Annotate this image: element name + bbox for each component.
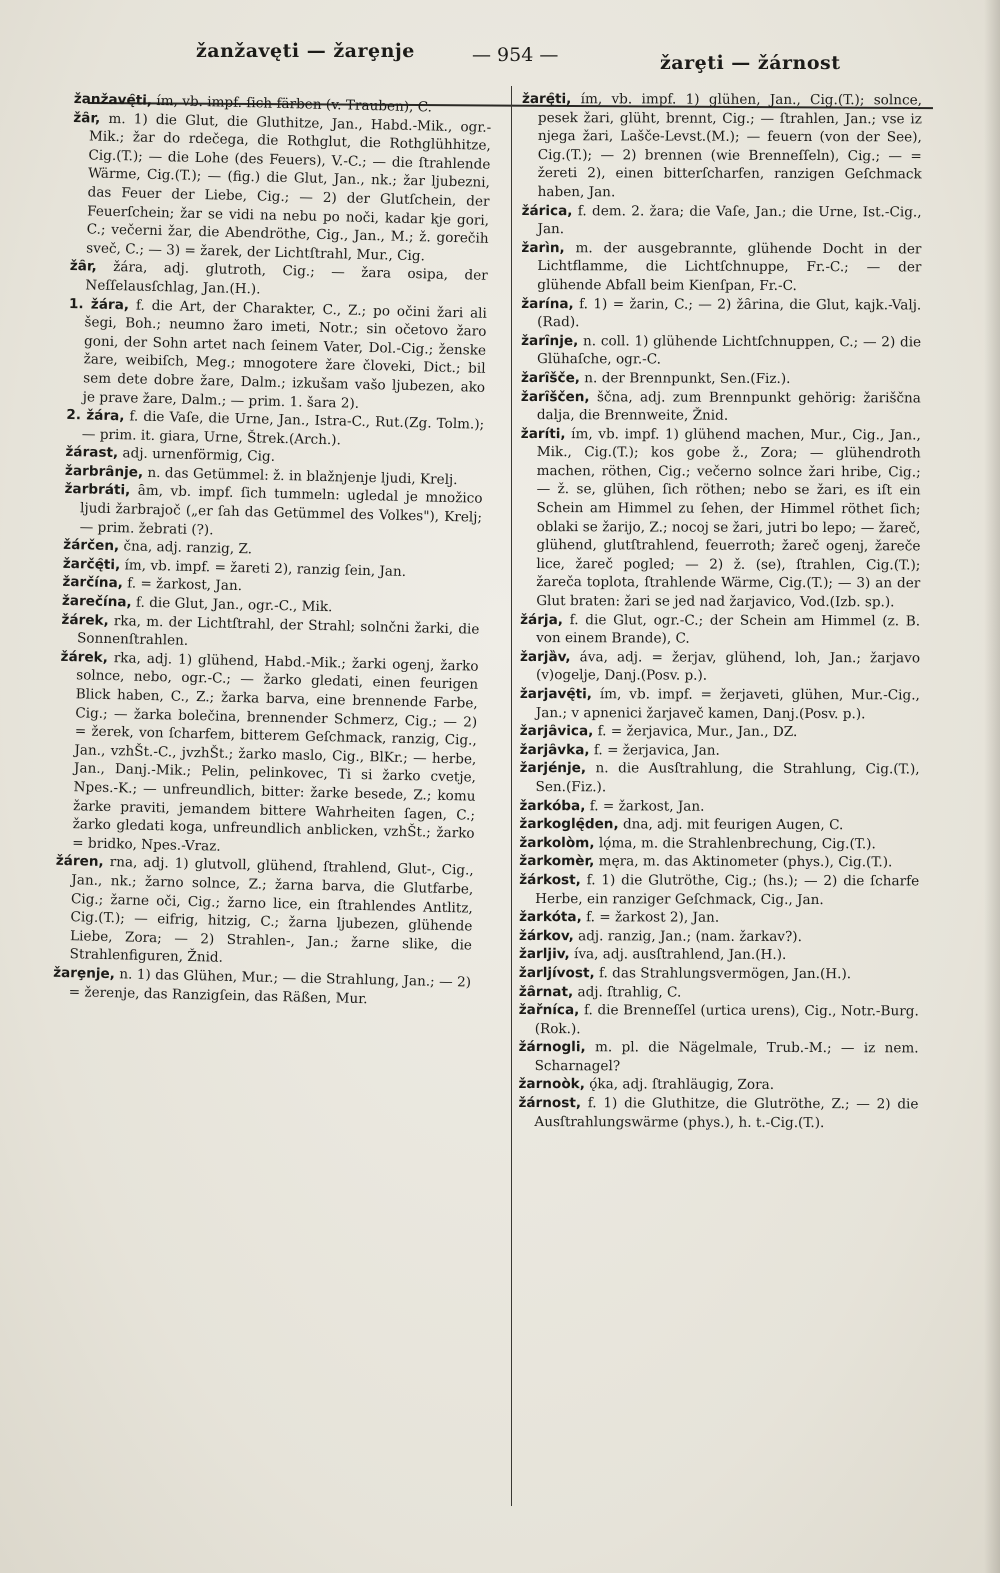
entry-headword: žarę̑ti, bbox=[521, 90, 572, 108]
entry-definition: áva, adj. = žerjav, glühend, loh, Jan.; žarjavo (v)ogelje, Danj.(Posv. p.). bbox=[535, 649, 921, 685]
dictionary-entry bbox=[520, 425, 921, 612]
dictionary-entry bbox=[521, 202, 921, 241]
entry-definition: ím, vb. impf. = žerjaveti, glühen, Mur.-Cig., Jan.; v apnenici žarjaveč kamen, Danj.(Posv. p.). bbox=[535, 686, 920, 722]
right-column bbox=[518, 90, 922, 1133]
entry-definition: męra, m. das Aktinometer (phys.), Cig.(T.). bbox=[598, 853, 893, 871]
dictionary-entry bbox=[518, 1075, 918, 1095]
entry-definition: f. 1) die Glutröthe, Cig.; (hs.); — 2) die ſcharfe Herbe, ein ranziger Geſchmack, Cig., Jan. bbox=[535, 872, 920, 908]
entry-headword: žarȩnje, bbox=[53, 964, 116, 983]
dictionary-entry bbox=[520, 685, 920, 724]
entry-headword: žařníca, bbox=[518, 1002, 580, 1019]
entry-headword: žárkost, bbox=[519, 871, 581, 889]
entry-definition: m. der ausgebrannte, glühende Docht in der Lichtflamme, die Lichtſchnuppe, Fr.-C.; — der glühende Abfall beim Kienſpan, Fr.-C. bbox=[537, 239, 922, 294]
entry-definition: f. = žerjavica, Mur., Jan., DZ. bbox=[597, 723, 798, 741]
entry-definition: íva, adj. ausſtrahlend, Jan.(H.). bbox=[573, 946, 787, 964]
entry-headword: žarkóba, bbox=[519, 797, 586, 814]
entry-definition: f. = žarkost 2), Jan. bbox=[586, 909, 720, 926]
entry-definition: ǫ́ka, adj. ſtrahläugig, Zora. bbox=[589, 1076, 775, 1094]
entry-headword: žarčína, bbox=[62, 574, 124, 592]
entry-headword: žarnoòk, bbox=[518, 1076, 585, 1093]
dictionary-entry bbox=[519, 852, 919, 872]
entry-headword: žarȋnje, bbox=[521, 332, 579, 349]
entry-headword: žarljívost, bbox=[518, 964, 595, 982]
entry-headword: žárek, bbox=[60, 648, 109, 666]
entry-definition: f. 1) die Gluthitze, die Glutröthe, Z.; — 2) die Ausſtrahlungswärme (phys.), h. t.-Cig.(T.). bbox=[534, 1095, 919, 1131]
entry-headword: žárica, bbox=[521, 202, 573, 219]
entry-headword: žárkov, bbox=[519, 927, 574, 944]
entry-headword: žárnost, bbox=[518, 1095, 582, 1112]
entry-definition: ȃm, vb. impf. ſich tummeln: ugledal je množico ljudi žarbrajoč („er ſah das Getümmel des Volkes"), Krelj; — prim. žebrati (?). bbox=[79, 483, 483, 539]
entry-headword: žarčę̑ti, bbox=[62, 555, 121, 574]
header-right-guide-words: žarȩti — žárnost bbox=[660, 52, 841, 74]
left-column bbox=[53, 90, 492, 1011]
entry-headword: žaríti, bbox=[520, 425, 566, 442]
entry-definition: rka, adj. 1) glühend, Habd.-Mik.; žarki ogenj, žarko solnce, nebo, ogr.-C.; — žarko gledati, einen feurigen Blick haben, C., Z.; žarka barva, eine brennende Farbe, Cig.; — žarka bolečina, brennender Schmerz, Cig.; — 2) = žerek, von ſcharfem, bitterem Geſchmack, ranzig, Cig., Jan., vzhŠt.-C., jvzhŠt.; žarko maslo, Cig., BlKr.; — herbe, Jan., Danj.-Mik.; Pelin, pelinkovec, Ti si žarko cvetje, Npes.-K.; — unfreundlich, bitter: žarke besede, Z.; komu žarke praviti, jemandem bittere Wahrheiten ſagen, C.; žarko gledati koga, unfreundlich anblicken, vzhŠt.; žarko = bridko, Npes.-Vraz. bbox=[72, 649, 479, 855]
entry-headword: žáren, bbox=[55, 853, 104, 871]
entry-definition: ím, vb. impf. ſich färben (v. Trauben), C. bbox=[156, 92, 433, 116]
dictionary-entry bbox=[521, 369, 921, 389]
entry-definition: čna, adj. ranzig, Z. bbox=[123, 538, 253, 558]
entry-headword: žarečína, bbox=[61, 592, 132, 611]
entry-definition: n. das Getümmel: ž. in blažnjenje ljudi, Krelj. bbox=[147, 464, 458, 489]
dictionary-entry bbox=[520, 648, 920, 687]
entry-definition: f. die Glut, Jan., ogr.-C., Mik. bbox=[135, 594, 333, 616]
entry-definition: adj. urnenförmig, Cig. bbox=[122, 445, 276, 466]
entry-definition: ščna, adj. zum Brennpunkt gehörig: žariščna dalja, die Brennweite, Žnid. bbox=[536, 388, 921, 424]
dictionary-entry bbox=[521, 332, 921, 371]
entry-headword: žarbráti, bbox=[64, 481, 131, 499]
entry-headword: žȃr, bbox=[73, 109, 101, 127]
dictionary-entry bbox=[63, 480, 482, 546]
entry-headword: žárčen, bbox=[63, 537, 120, 555]
dictionary-entry bbox=[520, 722, 920, 742]
entry-definition: f. = žarkost, Jan. bbox=[127, 575, 243, 595]
column-divider bbox=[511, 86, 512, 1506]
entry-definition: žára, adj. glutroth, Cig.; — žara osipa, der Neſſelausſchlag, Jan.(H.). bbox=[85, 259, 488, 298]
entry-definition: rna, adj. 1) glutvoll, glühend, ſtrahlend, Glut-, Cig., Jan., nk.; žarno solnce, Z.; žarna barva, die Glutfarbe, Cig.; žarne oči, Cig.; žarno lice, ein ſtrahlendes Antlitz, Cig.(T.); — eifrig, hitzig, C.; žarna ljubezen, glühende Liebe, Zora; — 2) Strahlen-, Jan.; žarne slike, die Strahlenfiguren, Žnid. bbox=[69, 854, 474, 967]
header-left-guide-words: žanžavęti — žarȩnje bbox=[196, 40, 415, 62]
entry-headword: žárnogli, bbox=[518, 1039, 586, 1056]
entry-definition: f. die Art, der Charakter, C., Z.; po očini žari ali šegi, Boh.; neumno žaro imeti, Notr.; sin očetovo žaro goni, der Sohn artet nach ſeinem Vater, Dol.-Cig.; ženske žare, weibiſch, Meg.; mnogotere žare človeki, Dict.; bil sem dete dobre žare, Dalm.; izkušam vašo ljubezen, ako je prave žare, Dalm.; — prim. 1. šara 2). bbox=[82, 297, 488, 412]
dictionary-entry bbox=[519, 908, 919, 928]
entry-definition: f. die Glut, ogr.-C.; der Schein am Himmel (z. B. von einem Brande), C. bbox=[536, 611, 921, 647]
dictionary-entry bbox=[519, 964, 919, 984]
dictionary-entry bbox=[521, 239, 921, 296]
entry-definition: adj. ſtrahlig, C. bbox=[577, 983, 682, 1001]
dictionary-entry bbox=[521, 387, 921, 426]
dictionary-entry bbox=[56, 648, 479, 862]
dictionary-entry bbox=[519, 1001, 919, 1040]
entry-headword: žarbrȃnje, bbox=[64, 462, 144, 481]
entry-headword: žarjavę̑ti, bbox=[519, 685, 592, 703]
entry-definition: ím, vb. impf. 1) glühen, Jan., Cig.(T.); solnce, pesek žari, glüht, brennt, Cig.; — ſtrahlen, Jan.; vse iz njega žari, Lašče-Levst.(M.); — feuern (von der See), Cig.(T.); — 2) brennen (wie Brenneſſeln), Cig.; — = žereti 2), einen bitterſcharfen, ranzigen Geſchmack haben, Jan. bbox=[537, 91, 922, 201]
dictionary-entry bbox=[518, 1094, 918, 1133]
page-number: — 954 — bbox=[472, 44, 559, 66]
entry-headword: žanžavę̑ti, bbox=[73, 90, 153, 109]
entry-definition: m. pl. die Nägelmale, Trub.-M.; — iz nem. Scharnagel? bbox=[534, 1039, 919, 1075]
entry-definition: f. = žerjavica, Jan. bbox=[593, 742, 720, 759]
dictionary-entry bbox=[520, 741, 920, 761]
entry-headword: žarȋščen, bbox=[520, 388, 590, 405]
dictionary-entry bbox=[520, 759, 920, 798]
entry-headword: 2. žára, bbox=[66, 407, 125, 425]
entry-definition: f. die Brenneſſel (urtica urens), Cig., Notr.-Burg.(Rok.). bbox=[534, 1002, 919, 1037]
dictionary-entry bbox=[519, 1038, 919, 1077]
entry-headword: žarkomèr, bbox=[519, 853, 595, 870]
dictionary-entry bbox=[67, 294, 488, 415]
entry-definition: n. der Brennpunkt, Sen.(Fiz.). bbox=[584, 370, 791, 387]
entry-definition: lǫ́ma, m. die Strahlenbrechung, Cig.(T.). bbox=[598, 835, 876, 852]
dictionary-entry bbox=[519, 927, 919, 947]
dictionary-entry bbox=[70, 109, 491, 268]
entry-headword: žarkóta, bbox=[519, 909, 582, 926]
dictionary-entry bbox=[519, 815, 919, 835]
page-edge-shadow bbox=[984, 0, 1000, 1573]
entry-headword: žarkoglę̑den, bbox=[519, 816, 619, 833]
dictionary-entry bbox=[522, 90, 922, 203]
entry-headword: žȃrnat, bbox=[518, 983, 574, 1000]
dictionary-entry bbox=[519, 945, 919, 965]
entry-definition: n. coll. 1) glühende Lichtſchnuppen, C.; — 2) die Glühaſche, ogr.-C. bbox=[537, 332, 922, 368]
entry-headword: žarìn, bbox=[521, 239, 565, 256]
entry-definition: ím, vb. impf. = žareti 2), ranzig ſein, Jan. bbox=[124, 557, 407, 580]
entry-headword: žarjénje, bbox=[519, 760, 587, 777]
dictionary-entry bbox=[519, 982, 919, 1002]
entry-headword: žarljiv, bbox=[518, 946, 570, 963]
dictionary-entry bbox=[519, 797, 919, 817]
entry-definition: m. 1) die Glut, die Gluthitze, Jan., Habd.-Mik., ogr.-Mik.; žar do rdečega, die Rothglut, die Rothglühhitze, Cig.(T.); — die Lohe (des Feuers), V.-C.; — die ſtrahlende Wärme, Cig.(T.); — (fig.) die Glut, Jan., nk.; žar ljubezni, das Feuer der Liebe, Cig.; — 2) der Glutſchein, der Feuerſchein; žar se vidi na nebu po noči, kadar kje gori, C.; večerni žar, die Abendröthe, Cig., Jan., M.; ž. gorečih sveč, C.; — 3) = žarek, der Lichtſtrahl, Mur., Cig. bbox=[86, 110, 492, 265]
entry-headword: žarjȃvka, bbox=[519, 741, 590, 759]
entry-headword: žȃr, bbox=[69, 258, 97, 275]
dictionary-entry bbox=[519, 834, 919, 854]
entry-definition: f. 1) = žarin, C.; — 2) žȃrina, die Glut, kajk.-Valj.(Rad). bbox=[537, 295, 922, 331]
entry-headword: žarkolòm, bbox=[519, 834, 595, 852]
entry-headword: žárja, bbox=[520, 611, 563, 628]
dictionary-entry bbox=[519, 871, 919, 910]
entry-definition: dna, adj. mit feurigen Augen, C. bbox=[622, 816, 844, 834]
page-header bbox=[0, 40, 1000, 80]
dictionary-entry bbox=[520, 611, 920, 650]
entry-headword: žarína, bbox=[521, 295, 574, 312]
entry-definition: f. dem. 2. žara; die Vaſe, Jan.; die Urne, Ist.-Cig., Jan. bbox=[537, 202, 922, 238]
entry-definition: f. die Vaſe, die Urne, Jan., Istra-C., Rut.(Zg. Tolm.); — prim. it. giara, Urne, Štrek.(Arch.). bbox=[81, 408, 485, 449]
entry-definition: rka, m. der Lichtſtrahl, der Strahl; solnčni žarki, die Sonnenſtrahlen. bbox=[76, 612, 480, 650]
entry-definition: adj. ranzig, Jan.; (nam. žarkav?). bbox=[578, 927, 802, 945]
entry-headword: 1. žára, bbox=[68, 295, 130, 313]
entry-headword: žarjȃvica, bbox=[519, 723, 594, 740]
dictionary-entry bbox=[53, 852, 474, 973]
entry-definition: f. das Strahlungsvermögen, Jan.(H.). bbox=[598, 965, 852, 983]
entry-headword: žárast, bbox=[65, 444, 119, 462]
entry-headword: žárek, bbox=[61, 611, 109, 629]
entry-headword: žarjȁv, bbox=[519, 648, 571, 665]
dictionary-entry bbox=[521, 295, 921, 334]
entry-definition: n. 1) das Glühen, Mur.; — die Strahlung, Jan.; — 2) = žerenje, das Ranzigſein, das Räßen, Mur. bbox=[68, 966, 472, 1007]
entry-definition: f. = žarkost, Jan. bbox=[589, 797, 705, 815]
entry-headword: žarȋšče, bbox=[520, 369, 581, 387]
entry-definition: n. die Ausſtrahlung, die Strahlung, Cig.(T.), Sen.(Fiz.). bbox=[535, 760, 920, 796]
entry-definition: ím, vb. impf. 1) glühend machen, Mur., Cig., Jan., Mik., Cig.(T.); kos gobe ž., Zora; — glühendroth machen, röthen, Cig.; večerno solnce žari hribe, Cig.; — ž. se, glühen, ſich röthen; nebo se žari, es iſt ein Schein am Himmel zu ſehen, der Himmel röthet ſich; oblaki se žarijo, Z.; nocoj se žari, jutri bo lepo; — žareč, glühend, glutſtrahlend, feuerroth; žareč ogenj, žareče lice, žareč pogled; — 2) ž. (se), ſtrahlen, Cig.(T.); žareča toplota, ſtrahlende Wärme, Cig.(T.); — 3) an der Glut braten: žari se jed nad žarjavico, Vod.(Izb. sp.). bbox=[536, 425, 921, 611]
